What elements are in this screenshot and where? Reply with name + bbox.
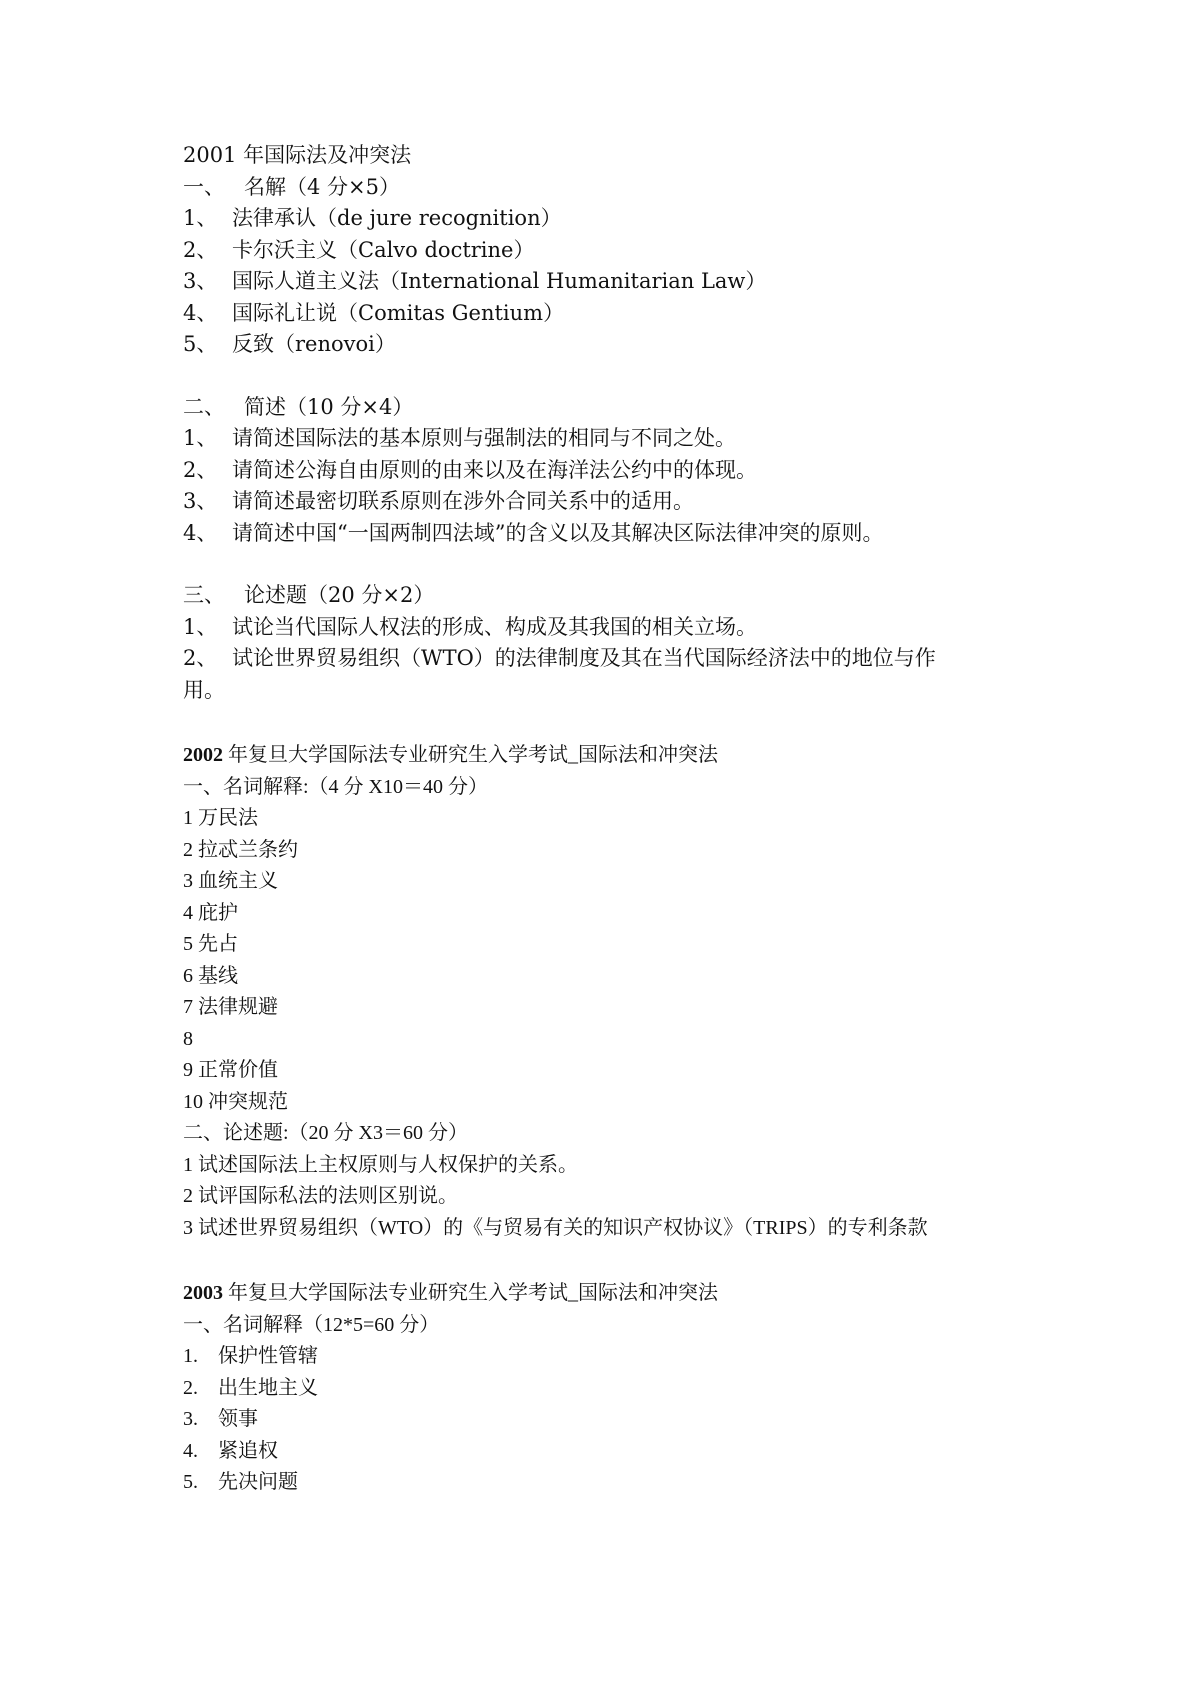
doc-title: 2001 年国际法及冲突法	[183, 143, 412, 167]
list-item: 3 血统主义	[183, 870, 278, 892]
list-item: 9 正常价值	[183, 1059, 278, 1081]
section-heading: 二、论述题:（20 分 X3＝60 分）	[183, 1122, 468, 1144]
list-item: 5 先占	[183, 933, 238, 955]
list-item: 2、 请简述公海自由原则的由来以及在海洋法公约中的体现。	[183, 457, 757, 482]
list-item: 1、 法律承认（de jure recognition）	[183, 206, 562, 230]
list-item: 2 拉忒兰条约	[183, 838, 298, 861]
section-heading: 一、名词解释:（4 分 X10＝40 分）	[183, 775, 488, 798]
list-item: 5、 反致（renovoi）	[183, 332, 396, 356]
exam-2003	[183, 1278, 1063, 1499]
exam-title: 2002 年复旦大学国际法专业研究生入学考试_国际法和冲突法	[183, 744, 718, 766]
list-item: 3、 国际人道主义法（International Humanitarian Law）	[183, 269, 767, 293]
exam-2002	[183, 740, 1063, 1244]
list-item: 1、 请简述国际法的基本原则与强制法的相同与不同之处。	[183, 426, 736, 450]
list-item: 7 法律规避	[183, 996, 278, 1018]
list-item: 2 试评国际私法的法则区别说。	[183, 1185, 458, 1207]
list-item: 3. 领事	[183, 1408, 258, 1430]
list-item: 3 试述世界贸易组织（WTO）的《与贸易有关的知识产权协议》（TRIPS）的专利条款	[183, 1216, 928, 1239]
list-item: 4、 请简述中国“一国两制四法域”的含义以及其解决区际法律冲突的原则。	[183, 520, 884, 545]
list-item: 4 庇护	[183, 901, 238, 924]
exam-2001	[183, 140, 1063, 706]
list-item: 5. 先决问题	[183, 1471, 298, 1493]
section-heading: 三、 论述题（20 分×2）	[183, 583, 435, 607]
list-item: 3、 请简述最密切联系原则在涉外合同关系中的适用。	[183, 489, 694, 513]
list-item: 10 冲突规范	[183, 1090, 288, 1113]
list-item: 1、 试论当代国际人权法的形成、构成及其我国的相关立场。	[183, 614, 757, 639]
list-item: 1 试述国际法上主权原则与人权保护的关系。	[183, 1153, 578, 1176]
section-heading: 一、名词解释（12*5=60 分）	[183, 1313, 440, 1336]
list-item: 1. 保护性管辖	[183, 1345, 318, 1367]
exam-title: 2003 年复旦大学国际法专业研究生入学考试_国际法和冲突法	[183, 1282, 718, 1304]
list-item-continuation: 用。	[183, 677, 225, 702]
list-item: 2、 试论世界贸易组织（WTO）的法律制度及其在当代国际经济法中的地位与作	[183, 646, 936, 670]
list-item: 8	[183, 1027, 193, 1050]
section-heading: 二、 简述（10 分×4）	[183, 394, 414, 419]
list-item: 2. 出生地主义	[183, 1376, 318, 1399]
document-page	[183, 140, 1063, 1499]
list-item: 4、 国际礼让说（Comitas Gentium）	[183, 300, 565, 325]
list-item: 4. 紧追权	[183, 1439, 278, 1462]
section-heading: 一、 名解（4 分×5）	[183, 174, 400, 199]
list-item: 1 万民法	[183, 807, 258, 829]
list-item: 6 基线	[183, 964, 238, 987]
list-item: 2、 卡尔沃主义（Calvo doctrine）	[183, 237, 535, 262]
